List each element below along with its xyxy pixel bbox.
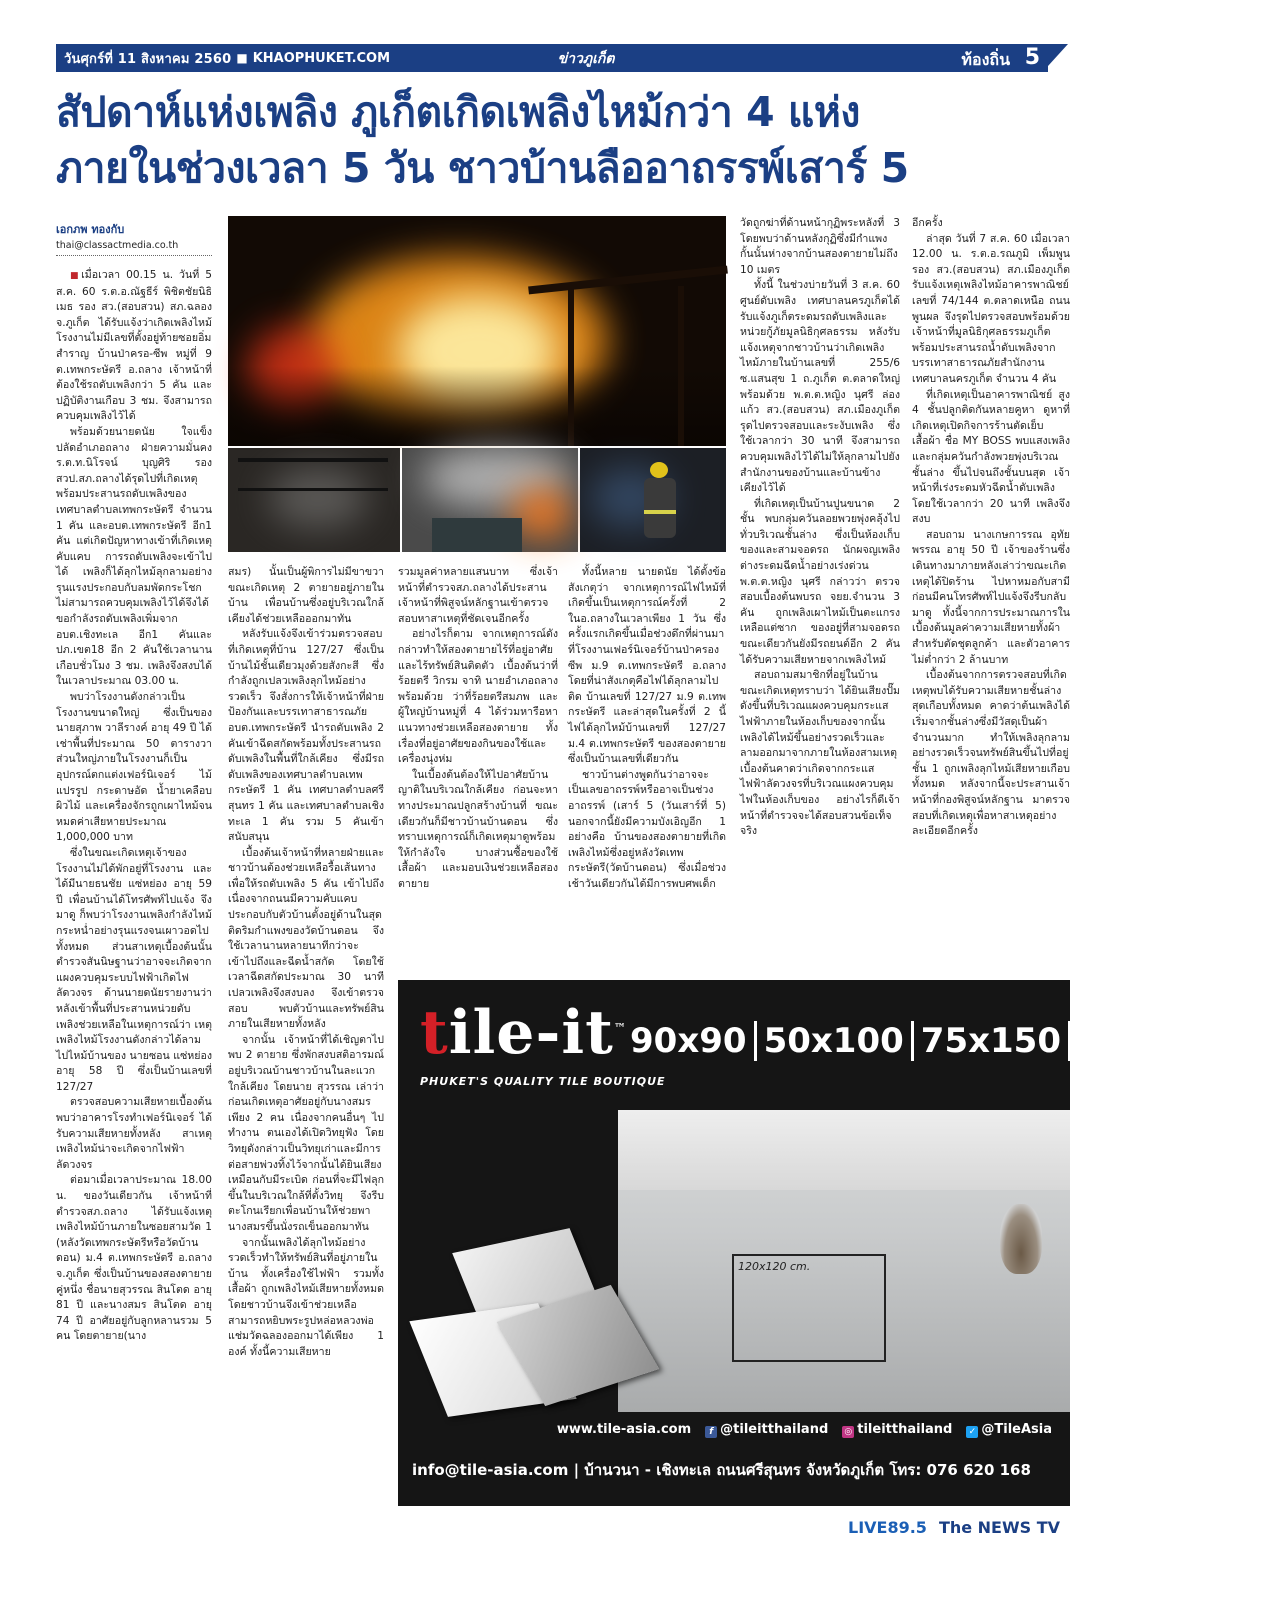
page-number: 5: [1024, 45, 1040, 70]
facebook-handle: @tileitthailand: [720, 1422, 829, 1437]
article-paragraph: ชาวบ้านต่างพูดกันว่าอาจจะเป็นเลขอาถรรพ์หรืออาจเป็นช่วงอาถรรพ์ (เสาร์ 5 (วันเสาร์ที่ 5) นอกจากนี้ยังมีความบังเอิญอีก 1 อย่างคือ บ้านของสองตายายที่เกิดเพลิงไหม้ซึ่งอยู่หลังวัดเทพกระษัตรี(วัดบ้านดอน) ซึ่งเมื่อช่วงเช้าวันเดียวกันได้มีการพบศพเด็ก: [568, 768, 726, 890]
page-header: [56, 44, 1068, 72]
article-paragraph: ทั้งนี้ ในช่วงบ่ายวันที่ 3 ส.ค. 60 ศูนย์ดับเพลิง เทศบาลนครภูเก็ตได้รับแจ้งภูเก็ตระดมรถดับเพลิงและหน่วยกู้ภัยมูลนิธิกุศลธรรม หลังรับแจ้งเหตุจากชาวบ้านว่าเกิดเพลิงไหม้ภายในบ้านเลขที่ 255/6 ซ.แสนสุข 1 ถ.ภูเก็ต ต.ตลาดใหญ่ พร้อมด้วย พ.ต.ต.หญิง นุศรี ล่องแก้ว สว.(สอบสวน) สภ.เมืองภูเก็ตรุดไปตรวจสอบและระงับเพลิง ซึ่งใช้เวลากว่า 30 นาที จึงสามารถควบคุมเพลิงไว้ได้ไม่ให้ลุกลามไปยังสำนักงานของบ้านและบ้านข้างเคียงไว้ได้: [740, 279, 900, 495]
instagram-link[interactable]: [842, 1422, 952, 1438]
tile-size-label: 120x120 cm.: [738, 1260, 811, 1273]
logo-text: ile-it: [448, 998, 614, 1068]
size-75x150: 75x150: [920, 1021, 1061, 1061]
size-divider: [911, 1021, 914, 1061]
news-tv-logo: The NEWS TV: [938, 1518, 1061, 1537]
article-paragraph: รวมมูลค่าหลายแสนบาท ซึ่งเจ้าหน้าที่ตำรวจสภ.ถลางได้ประสานเจ้าหน้าที่พิสูจน์หลักฐานเข้าตรวจสอบหาสาเหตุที่ชัดเจนอีกครั้ง: [398, 566, 558, 625]
headline-line-1: สัปดาห์แห่งเพลิง ภูเก็ตเกิดเพลิงไหม้กว่า 4 แห่ง: [56, 88, 860, 136]
floor-photo-wall: [618, 1110, 1070, 1190]
article-paragraph: สอบถามสมาชิกที่อยู่ในบ้านขณะเกิดเหตุทราบว่า ได้ยินเสียงปั๊มดังขึ้นที่บริเวณแผงควบคุมกระแสไฟฟ้าภายในห้องเก็บของจากนั้นเพลิงได้ไหม้ขึ้นอย่างรวดเร็วและลามออกมาจากภายในห้องสามเหตุเบื้องต้นคาดว่าเกิดจากกระแสไฟฟ้าลัดวงจรที่บริเวณแผงควบคุมไฟในห้องเก็บของ อย่างไรก็ดีเจ้าหน้าที่ตำรวจจะได้สอบสวนข้อเท็จจริง: [740, 669, 900, 838]
facebook-link[interactable]: [705, 1422, 828, 1438]
photo-burned-interior: [228, 448, 400, 552]
article-paragraph: ล่าสุด วันที่ 7 ส.ค. 60 เมื่อเวลา 12.00 น. ร.ต.อ.รณภูมิ เพ็มพูน รอง สว.(สอบสวน) สภ.เมืองภูเก็ต รับแจ้งเหตุเพลิงไหม้อาคารพาณิชย์ เลขที่ 74/144 ต.ตลาดเหนือ ถนนพูนผล จึงรุดไปตรวจสอบพร้อมด้วย เจ้าหน้าที่มูลนิธิกุศลธรรมภูเก็ต พร้อมประสานรถน้ำดับเพลิงจากบรรเทาสาธารณภัยสำนักงานเทศบาลนครภูเก็ต จำนวน 4 คัน: [912, 232, 1070, 385]
photo-fire-main: [228, 216, 726, 446]
article-paragraph: ที่เกิดเหตุเป็นบ้านปูนขนาด 2 ชั้น พบกลุ่มควันลอยพวยพุ่งคลุ้งไปทั่วบริเวณชั้นล่าง ซึ่งเป็นห้องเก็บของและสามจอดรถ นักผจญเพลิงต่างระดมฉีดน้ำอย่างเร่งด่วน พ.ต.ต.หญิง นุศรี กล่าวว่า ตรวจสอบเบื้องต้นพบรถ จยย.จำนวน 3 คัน ถูกเพลิงเผาไหม้เป็นตะแกรงเหลือแต่ซาก ของอยู่ที่สามจอดรถขณะเดียวกันยังมีรถยนต์อีก 2 คันได้รับความเสียหายจากเพลิงไหม้: [740, 497, 900, 666]
article-paragraph: อย่างไรก็ตาม จากเหตุการณ์ดังกล่าวทำให้สองตายายไร้ที่อยู่อาศัย และไร้ทรัพย์สินติดตัว เบื้องต้นว่าที่ร้อยตรี วิกรม จาทิ นายอำเภอถลาง พร้อมด้วย ว่าที่ร้อยตรีสมภพ และผู้ใหญ่บ้านหมู่ที่ 4 ได้ร่วมหารือหาแนวทางช่วยเหลือสองตายาย ทั้งเรื่องที่อยู่อาศัยของกินของใช้และเครื่องนุ่งห่ม: [398, 628, 558, 766]
live-radio-logo: LIVE89.5: [848, 1518, 927, 1537]
article-paragraph: ที่เกิดเหตุเป็นอาคารพาณิชย์ สูง 4 ชั้นปลูกติดกันหลายคูหา ดูหาที่เกิดเหตุเปิดกิจการร้านตัดเย็บเสื้อผ้า ชื่อ MY BOSS พบแสงเพลิงและกลุ่มควันกำลังพวยพุ่งบริเวณชั้นล่าง ขึ้นไปจนถึงชั้นบนสุด เจ้าหน้าที่เร่งระดมหัวฉีดน้ำดับเพลิง โดยใช้เวลากว่า 20 นาที เพลิงจึงสงบ: [912, 388, 1070, 526]
size-divider: [1068, 1021, 1071, 1061]
article-paragraph: ■ เมื่อเวลา 00.15 น. วันที่ 5 ส.ค. 60 ร.ต.อ.ณัฐธีร์ พิชิตชัยนิธิเมธ รอง สว.(สอบสวน) สภ.ฉลอง จ.ภูเก็ต ได้รับแจ้งว่าเกิดเพลิงไหม้โรงงานไม่มีเลขที่ตั้งอยู่ท้ายซอยอิ่มสำราญ บ้านป่าครอ-ซีพ หมู่ที่ 9 ต.เทพกระษัตรี อ.ถลาง เจ้าหน้าที่ต้องใช้รถดับเพลิงกว่า 5 คัน และปฏิบัติงานเกือบ 3 ชม. จึงสามารถควบคุมเพลิงไว้ได้: [56, 268, 212, 425]
header-date: วันศุกร์ที่ 11 สิงหาคม 2560: [64, 51, 232, 67]
corner-mark-icon: [1048, 44, 1068, 72]
article-paragraph: ซึ่งในขณะเกิดเหตุเจ้าของโรงงานไม่ได้พักอยู่ที่โรงงาน และได้มีนายธนชัย แซ่หย่อง อายุ 59 ปี เพื่อนบ้านได้โทรศัพท์ไปแจ้ง จึงมาดู ก็พบว่าโรงงานเพลิงกำลังไหม้ กระหน่ำอย่างรุนแรงจนเผาวอดไปทั้งหมด ส่วนสาเหตุเบื้องต้นนั้น ตำรวจสันนิษฐานว่าอาจจะเกิดจากแผงควบคุมระบบไฟฟ้าเกิดไฟลัดวงจร ด้านนายดนัยรายงานว่าหลังเข้าพื้นที่ประสานหน่วยดับเพลิงช่วยเหลือในเหตุการณ์ว่า เหตุเพลิงไหม้โรงงานดังกล่าวได้ลามไปไหม้บ้านของ นายซอน แซ่หย่อง อายุ 58 ปี ซึ่งเป็นบ้านเลขที่ 127/27: [56, 846, 212, 1093]
size-90x90: 90x90: [630, 1021, 747, 1061]
twitter-icon: ✓: [966, 1426, 978, 1438]
article-paragraph: เบื้องต้นจากการตรวจสอบที่เกิดเหตุพบได้รับความเสียหายชั้นล่างสุดเกือบทั้งหมด คาดว่าต้นเพลิงได้เริ่มจากชั้นล่างซึ่งมีวัสดุเป็นผ้าจำนวนมาก ทำให้เพลิงลุกลามอย่างรวดเร็วจนทรัพย์สินขึ้นไปที่อยู่ชั้น 1 ถูกเพลิงลุกไหม้เสียหายเกือบทั้งหมด หลังจากนี้จะประสานเจ้าหน้าที่กองพิสูจน์หลักฐาน มาตรวจสอบที่เกิดเหตุเพื่อหาสาเหตุอย่างละเอียดอีกครั้ง: [912, 669, 1070, 838]
article-paragraph: ทั้งนี้หลาย นายดนัย ได้ตั้งข้อสังเกตุว่า จากเหตุการณ์ไฟไหม้ที่เกิดขึ้นเป็นเหตุการณ์ครั้งที่ 2 ในอ.ถลางในเวลาเพียง 1 วัน ซึ่งครั้งแรกเกิดขึ้นเมื่อช่วงดึกที่ผ่านมาที่โรงงานเฟอร์นิเจอร์บ้านป่าครองซีพ ม.9 ต.เทพกระษัตรี อ.ถลาง โดยที่น่าสังเกตุคือไฟได้ลุกลามไปติด บ้านเลขที่ 127/27 ม.9 ต.เทพกระษัตรี และล่าสุดในครั้งที่ 2 นี้ ไฟได้ลุกไหม้บ้านเลขที่ 127/27 ม.4 ต.เทพกระษัตรี ของสองตายายซึ่งเป็นบ้านเลขที่เดียวกัน: [568, 566, 726, 766]
tile-sizes: [630, 1018, 1271, 1064]
headline: [56, 84, 1086, 196]
vase-image: [1000, 1204, 1042, 1274]
article-column-4: [568, 565, 726, 973]
website-link[interactable]: www.tile-asia.com: [556, 1422, 692, 1437]
photo-firefighter-hose: [580, 448, 726, 552]
article-paragraph: สมร) นั้นเป็นผู้พิการไม่มีขาขวา ขณะเกิดเหตุ 2 ตายายอยู่ภายในบ้าน เพื่อนบ้านซึ่งอยู่บริเวณใกล้เคียงได้ช่วยเหลือออกมาทัน: [228, 566, 384, 625]
size-divider: [754, 1021, 757, 1061]
article-paragraph: อีกครั้ง: [912, 217, 943, 229]
header-square-icon: ■: [236, 51, 248, 65]
article-column-3: [398, 565, 558, 973]
twitter-handle: @TileAsia: [981, 1422, 1052, 1437]
twitter-link[interactable]: [966, 1422, 1052, 1438]
logo-mark: t: [420, 998, 449, 1068]
newspaper-logo: ข่าวภูเก็ต: [557, 51, 615, 67]
footer-logos: [848, 1518, 1060, 1537]
photo-house-fire-smoke: [402, 448, 578, 552]
article-column-5: [740, 216, 900, 973]
article-paragraph: เบื้องต้นเจ้าหน้าที่หลายฝ่ายและชาวบ้านต้องช่วยเหลือรื้อเส้นทางเพื่อให้รถดับเพลิง 5 คัน เข้าไปถึง เนื่องจากถนนมีความคับแคบประกอบกับตัวบ้านตั้งอยู่ด้านในสุดติดริมกำแพงของวัดบ้านดอน จึงใช้เวลานานหลายนาทีกว่าจะเข้าไปถึงและฉีดน้ำสกัด โดยใช้เวลาฉีดสกัดประมาณ 30 นาที เปลวเพลิงจึงสงบลง จึงเข้าตรวจสอบ พบตัวบ้านและทรัพย์สินภายในเสียหายทั้งหลัง: [228, 846, 384, 1031]
size-120x120: 120x120: [1078, 1018, 1271, 1064]
article-paragraph: ในเบื้องต้นต้องให้ไปอาศัยบ้านญาติในบริเวณใกล้เคียง ก่อนจะหาทางประมาณปลูกสร้างบ้านที่ ขณะเดียวกันก็มีชาวบ้านบ้านดอน ซึ่งทราบเหตุการณ์ก็เกิดเหตุมาดูพร้อมให้กำลังใจ บางส่วนซื้อของใช้ เสื้อผ้า และมอบเงินช่วยเหลือสองตายาย: [398, 768, 558, 890]
ad-footer: [398, 1412, 1070, 1506]
author-email[interactable]: thai@classactmedia.co.th: [56, 240, 179, 251]
article-column-2: [228, 565, 384, 1506]
tile-it-advertisement[interactable]: [398, 980, 1271, 1506]
ad-contacts: [557, 1422, 1052, 1438]
article-paragraph: ต่อมาเมื่อเวลาประมาณ 18.00 น. ของวันเดียวกัน เจ้าหน้าที่ตำรวจสภ.ถลาง ได้รับแจ้งเหตุเพลิงไหม้บ้านภายในซอยสามวัด 1 (หลังวัดเทพกระษัตรีหรือวัดบ้านดอน) ม.4 ต.เทพกระษัตรี อ.ถลาง จ.ภูเก็ต ซึ่งเป็นบ้านของสองตายายคู่หนึ่ง ชื่อนายสุวรรณ สินโตด อายุ 81 ปี และนางสมร สินโตด อายุ 74 ปี อาศัยอยู่กับลูกหลานรวม 5 คน โดยตายาย(นาง: [56, 1174, 212, 1343]
article-paragraph: สอบถาม นางเกษการรณ อุทัยพรรณ อายุ 50 ปี เจ้าของร้านซึ่งเดินทางมาภายหลังเล่าว่าขณะเกิดเหตุได้ปิดร้าน ไปหาหมอกับสามีก่อนมีคนโทรศัพท์ไปแจ้งจึงรีบกลับมาดู ทั้งนี้จากการประมาณการในเบื้องต้นมูลค่าความเสียหายทั้งผ้าสำหรับตัดชุดลูกค้า และตัวอาคารไม่ต่ำกว่า 2 ล้านบาท: [912, 528, 1070, 666]
article-column-6: [912, 216, 1070, 973]
article-paragraph: วัดถูกฆ่าที่ด้านหน้ากุฏิพระหลังที่ 3 โดยพบว่าด้านหลังกุฏิซึ่งมีกำแพงกั้นนั้นห่างจากบ้านสองตายายไม่ถึง 10 เมตร: [740, 217, 900, 276]
article-paragraph: หลังรับแจ้งจึงเข้าร่วมตรวจสอบที่เกิดเหตุที่บ้าน 127/27 ซึ่งเป็นบ้านไม้ชั้นเดียวมุงด้วยสังกะสี ซึ่งกำลังถูกเปลวเพลิงลุกไหม้อย่างรวดเร็ว จึงสั่งการให้เจ้าหน้าที่ฝ่ายป้องกันและบรรเทาสาธารณภัย อบต.เทพกระษัตรี นำรถดับเพลิง 2 คันเข้าฉีดสกัดพร้อมทั้งประสานรถดับเพลิงในพื้นที่ใกล้เคียง ซึ่งมีรถดับเพลิงของเทศบาลตำบลเทพกระษัตรี 1 คัน เทศบาลตำบลศรีสุนทร 1 คัน และเทศบาลตำบลเชิงทะเล 1 คัน รวม 5 คันเข้าสนับสนุน: [228, 628, 384, 844]
section-name: ท้องถิ่น: [961, 50, 1010, 69]
byline-divider: [56, 255, 212, 256]
article-paragraph: พบว่าโรงงานดังกล่าวเป็นโรงงานขนาดใหญ่ ซึ่งเป็นของ นายสุภาพ วาลีรางค์ อายุ 49 ปี ได้เช่าพื้นที่ประมาณ 50 ตารางวา ส่วนใหญ่ภายในโรงงานก็เป็นอุปกรณ์ตกแต่งเฟอร์นิเจอร์ ไม้แปรรูป กระดาษอัด น้ำยาเคลือบผิวไม้ และเครื่องจักรถูกเผาไหม้จนหมดค่าเสียหายประมาณ 1,000,000 บาท: [56, 691, 212, 844]
article-paragraph: จากนั้น เจ้าหน้าที่ได้เชิญตาไปพบ 2 ตายาย ซึ่งพักสงบสติอารมณ์อยู่บริเวณบ้านชาวบ้านในละแวกใกล้เคียง โดยนาย สุวรรณ เล่าว่า ก่อนเกิดเหตุอาศัยอยู่กับนางสมรเพียง 2 คน เนื่องจากคนอื่นๆ ไปทำงาน ตนเองได้เปิดวิทยุฟัง โดยวิทยุดังกล่าวเป็นวิทยุเก่าและมีการต่อสายพ่วงทิ้งไว้จากนั้นได้ยินเสียงเหมือนกับมีระเบิด ก่อนที่จะมีไฟลุกขึ้นในบริเวณใกล้ที่ตั้งวิทยุ จึงรีบตะโกนเรียกเพื่อนบ้านให้ช่วยพานางสมรขึ้นนั่งรถเข็นออกมาทัน: [228, 1033, 384, 1233]
floor-photo: [618, 1110, 1070, 1412]
instagram-handle: tileitthailand: [857, 1422, 953, 1437]
tile-it-logo: [420, 998, 627, 1068]
ad-address-line: info@tile-asia.com | บ้านวนา - เชิงทะเล ถนนศรีสุนทร จังหวัดภูเก็ต โทร: 076 620 168: [412, 1461, 1031, 1479]
facebook-icon: f: [705, 1426, 717, 1438]
header-site-link[interactable]: KHAOPHUKET.COM: [252, 50, 391, 66]
size-50x100: 50x100: [763, 1021, 904, 1061]
article-paragraph: พร้อมด้วยนายดนัย ใจแข็ง ปลัดอำเภอถลาง ฝ่ายความมั่นคง ร.ต.ท.นิโรจน์ บุญศิริ รอง สวป.สภ.ถลางได้รุดไปที่เกิดเหตุพร้อมประสานรถดับเพลิงของเทศบาลตำบลเทพกระษัตรี จำนวน 1 คัน และอบต.เทพกระษัตรี อีก1 คัน แต่เกิดปัญหาทางเข้าที่เกิดเหตุคับแคบ การรถดับเพลิงจะเข้าไปได้ เพลิงก็ได้ลุกไหม้ลุกลามอย่างรุนแรงประกอบกับลมพัดกระโชก ไม่สามารถควบคุมเพลิงไว้ได้จึงได้ขอกำลังรถดับเพลิงเพิ่มจาก อบต.เชิงทะเล อีก1 คันและปภ.เขต18 อีก 2 คันใช้เวลานานเกือบชั่วโมง 3 ชม. เพลิงจึงสงบได้ในเวลาประมาณ 03.00 น.: [56, 425, 212, 688]
trademark: ™: [613, 1021, 627, 1035]
article-column-1: [56, 268, 212, 1506]
article-paragraph: จากนั้นเพลิงได้ลุกไหม้อย่างรวดเร็วทำให้ทรัพย์สินที่อยู่ภายในบ้าน ทั้งเครื่องใช้ไฟฟ้า รวมทั้งเสื้อผ้า ถูกเพลิงไหม้เสียหายทั้งหมด โดยชาวบ้านจึงเข้าช่วยเหลือสามารถหยิบพระรูปหล่อหลวงพ่อแช่มวัดฉลองออกมาได้เพียง 1 องค์ ทั้งนี้ความเสียหาย: [228, 1236, 384, 1358]
instagram-icon: ◎: [842, 1426, 854, 1438]
article-paragraph: ตรวจสอบความเสียหายเบื้องต้น พบว่าอาคารโรงทำเฟอร์นิเจอร์ ได้รับความเสียหายทั้งหลัง สาเหตุเพลิงไหม้น่าจะเกิดจากไฟฟ้าลัดวงจร: [56, 1096, 212, 1171]
author-name: เอกภพ ทองกับ: [56, 223, 125, 236]
headline-line-2: ภายในช่วงเวลา 5 วัน ชาวบ้านลืออาถรรพ์เสาร์ 5: [56, 144, 909, 192]
byline: [56, 220, 212, 256]
ad-tagline: PHUKET'S QUALITY TILE BOUTIQUE: [420, 1075, 666, 1088]
